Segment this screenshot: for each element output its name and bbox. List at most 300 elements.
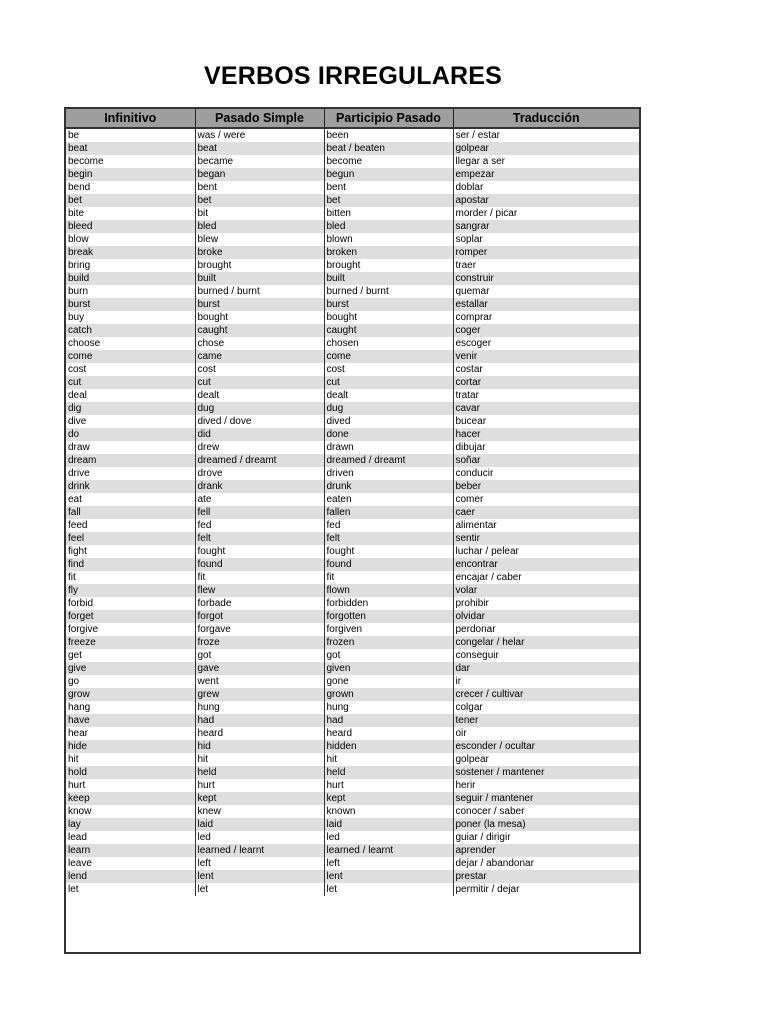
cell-infinitivo: let [66,883,195,896]
cell-infinitivo: burn [66,285,195,298]
header-traduccion: Traducción [453,109,639,128]
table-row [66,701,639,714]
cell-infinitivo: lay [66,818,195,831]
table-row [66,597,639,610]
cell-traduccion: oir [455,728,467,739]
cell-pasado-simple: froze [195,636,324,649]
cell-participio-pasado: burst [324,298,453,311]
cell-pasado-simple: fit [195,571,324,584]
cell-pasado-simple: dealt [195,389,324,402]
table-row [66,519,639,532]
table-row [66,727,639,740]
cell-infinitivo: bend [66,181,195,194]
cell-traduccion: caer [453,506,639,519]
cell-pasado-simple: burned / burnt [195,285,324,298]
cell-infinitivo: bite [66,207,195,220]
cell-pasado-simple: dreamed / dreamt [195,454,324,467]
header-infinitivo: Infinitivo [66,109,195,128]
cell-participio-pasado: chosen [324,337,453,350]
cell-infinitivo: forbid [66,597,195,610]
cell-participio-pasado: eaten [324,493,453,506]
cell-pasado-simple: was / were [195,128,324,142]
cell-infinitivo: draw [66,441,195,454]
table-row [66,467,639,480]
cell-pasado-simple: blew [195,233,324,246]
table-row [66,740,639,753]
cell-participio-pasado: come [324,350,453,363]
cell-pasado-simple: hid [195,740,324,753]
cell-participio-pasado: hit [324,753,453,766]
table-row [66,610,639,623]
table-row [66,181,639,194]
cell-traduccion: encajar / caber [455,572,522,583]
cell-traduccion: cortar [453,376,639,389]
cell-infinitivo: do [66,428,195,441]
table-row [66,337,639,350]
table-row [66,766,639,779]
table-row [66,376,639,389]
table-row [66,558,639,571]
cell-infinitivo: burst [66,298,195,311]
cell-pasado-simple: bit [195,207,324,220]
table-body [66,128,639,896]
cell-traduccion: alimentar [455,520,497,531]
page-title: VERBOS IRREGULARES [203,62,503,90]
table-row [66,324,639,337]
cell-infinitivo: blow [66,233,195,246]
cell-participio-pasado: bought [324,311,453,324]
cell-infinitivo: forgive [66,623,195,636]
table-row [66,415,639,428]
cell-infinitivo: bet [66,194,195,207]
cell-traduccion: esconder / ocultar [453,740,639,753]
cell-traduccion: colgar [455,702,483,713]
cell-traduccion: coger [453,324,639,337]
table-row [66,194,639,207]
cell-traduccion: sangrar [453,220,639,233]
cell-traduccion: doblar [455,182,484,193]
verbs-table [64,107,641,954]
cell-traduccion: volar [453,584,639,597]
cell-participio-pasado: been [324,128,453,142]
cell-traduccion: hacer [453,428,639,441]
cell-participio-pasado: dreamed / dreamt [324,454,453,467]
header-pasado-simple: Pasado Simple [195,109,324,128]
cell-traduccion: dar [453,662,639,675]
cell-traduccion: herir [455,780,476,791]
table-header-row [66,109,639,128]
table-row [66,259,639,272]
cell-traduccion: dejar / abandonar [455,858,534,869]
cell-pasado-simple: forgot [195,610,324,623]
table-row [66,870,639,883]
cell-infinitivo: break [66,246,195,259]
cell-participio-pasado: become [324,155,453,168]
cell-infinitivo: hold [66,766,195,779]
cell-participio-pasado: drunk [324,480,453,493]
cell-participio-pasado: given [324,662,453,675]
cell-participio-pasado: drawn [324,441,453,454]
cell-participio-pasado: laid [324,818,453,831]
table-row [66,272,639,285]
cell-participio-pasado: left [324,857,453,870]
cell-infinitivo: drink [66,480,195,493]
cell-participio-pasado: broken [324,246,453,259]
cell-traduccion: morder / picar [455,208,518,219]
table-row [66,571,639,584]
cell-participio-pasado: known [324,805,453,818]
cell-traduccion: conducir [455,468,494,479]
cell-pasado-simple: knew [195,805,324,818]
cell-infinitivo: forget [66,610,195,623]
cell-pasado-simple: bought [195,311,324,324]
cell-infinitivo: dive [66,415,195,428]
table-row [66,649,639,662]
table-row [66,441,639,454]
table-row [66,493,639,506]
cell-participio-pasado: begun [324,168,453,181]
cell-participio-pasado: beat / beaten [324,142,453,155]
cell-traduccion: congelar / helar [453,636,639,649]
cell-participio-pasado: grown [324,688,453,701]
cell-pasado-simple: bled [195,220,324,233]
cell-participio-pasado: gone [324,675,453,688]
cell-infinitivo: have [66,714,195,727]
cell-participio-pasado: hurt [324,779,453,792]
cell-traduccion: guiar / dirigir [455,832,511,843]
cell-pasado-simple: held [195,766,324,779]
cell-pasado-simple: drank [195,480,324,493]
table-row [66,857,639,870]
cell-traduccion: permitir / dejar [455,884,520,895]
cell-infinitivo: know [66,805,195,818]
table-row [66,298,639,311]
cell-traduccion: traer [455,260,477,271]
table-row [66,753,639,766]
cell-participio-pasado: let [324,883,453,896]
cell-pasado-simple: hit [195,753,324,766]
cell-infinitivo: fit [66,571,195,584]
cell-traduccion: prohibir [455,598,489,609]
cell-traduccion: cavar [453,402,639,415]
table-row [66,128,639,142]
cell-traduccion: dibujar [455,442,486,453]
table-row [66,545,639,558]
cell-traduccion: construir [453,272,639,285]
cell-traduccion: crecer / cultivar [453,688,639,701]
cell-pasado-simple: beat [195,142,324,155]
cell-pasado-simple: had [195,714,324,727]
cell-traduccion: tratar [455,390,479,401]
cell-pasado-simple: kept [195,792,324,805]
table-row [66,662,639,675]
cell-pasado-simple: felt [195,532,324,545]
cell-participio-pasado: bitten [324,207,453,220]
cell-pasado-simple: laid [195,818,324,831]
cell-pasado-simple: went [195,675,324,688]
table-row [66,779,639,792]
cell-pasado-simple: cut [195,376,324,389]
table-row [66,428,639,441]
cell-traduccion: golpear [453,142,639,155]
cell-pasado-simple: got [195,649,324,662]
cell-infinitivo: bring [66,259,195,272]
table-row [66,805,639,818]
header-participio-pasado: Participio Pasado [324,109,453,128]
cell-participio-pasado: built [324,272,453,285]
cell-participio-pasado: held [324,766,453,779]
cell-infinitivo: be [66,128,195,142]
cell-pasado-simple: brought [195,259,324,272]
cell-traduccion: venir [453,350,639,363]
cell-infinitivo: eat [66,493,195,506]
cell-infinitivo: lead [66,831,195,844]
cell-pasado-simple: hung [195,701,324,714]
cell-traduccion: costar [455,364,483,375]
cell-pasado-simple: fell [195,506,324,519]
table-row [66,714,639,727]
cell-infinitivo: learn [66,844,195,857]
table-row [66,831,639,844]
cell-participio-pasado: fed [324,519,453,532]
cell-infinitivo: cost [66,363,195,376]
table-row [66,168,639,181]
cell-traduccion: prestar [453,870,639,883]
cell-traduccion: soplar [455,234,483,245]
cell-traduccion: comer [455,494,484,505]
table-row [66,883,639,896]
cell-pasado-simple: fed [195,519,324,532]
cell-infinitivo: feed [66,519,195,532]
cell-traduccion: empezar [453,168,639,181]
cell-participio-pasado: brought [324,259,453,272]
cell-participio-pasado: forbidden [324,597,453,610]
cell-pasado-simple: forgave [195,623,324,636]
table-row [66,636,639,649]
cell-participio-pasado: heard [324,727,453,740]
cell-pasado-simple: began [195,168,324,181]
cell-infinitivo: build [66,272,195,285]
cell-infinitivo: grow [66,688,195,701]
cell-pasado-simple: let [195,883,324,896]
cell-pasado-simple: lent [195,870,324,883]
cell-infinitivo: find [66,558,195,571]
cell-traduccion: ser / estar [455,130,500,141]
cell-participio-pasado: bet [324,194,453,207]
cell-traduccion: escoger [455,338,492,349]
cell-traduccion: comprar [455,312,493,323]
cell-infinitivo: feel [66,532,195,545]
cell-traduccion: aprender [453,844,639,857]
table-row [66,480,639,493]
cell-participio-pasado: got [324,649,453,662]
cell-participio-pasado: driven [324,467,453,480]
cell-infinitivo: hang [66,701,195,714]
cell-pasado-simple: broke [195,246,324,259]
table-row [66,246,639,259]
cell-infinitivo: choose [66,337,195,350]
cell-infinitivo: become [66,155,195,168]
cell-infinitivo: dig [66,402,195,415]
cell-pasado-simple: fought [195,545,324,558]
cell-traduccion: olvidar [453,610,639,623]
cell-participio-pasado: bled [324,220,453,233]
cell-pasado-simple: dived / dove [195,415,324,428]
cell-infinitivo: give [66,662,195,675]
cell-participio-pasado: dealt [324,389,453,402]
cell-pasado-simple: drew [195,441,324,454]
cell-participio-pasado: fit [324,571,453,584]
cell-infinitivo: catch [66,324,195,337]
table-row [66,506,639,519]
cell-participio-pasado: learned / learnt [324,844,453,857]
table-row [66,402,639,415]
cell-participio-pasado: flown [324,584,453,597]
cell-pasado-simple: ate [195,493,324,506]
cell-traduccion: beber [453,480,639,493]
cell-infinitivo: beat [66,142,195,155]
cell-pasado-simple: hurt [195,779,324,792]
cell-traduccion: ir [455,676,462,687]
cell-participio-pasado: bent [324,181,453,194]
cell-pasado-simple: gave [195,662,324,675]
cell-pasado-simple: grew [195,688,324,701]
cell-pasado-simple: bet [195,194,324,207]
cell-traduccion: sentir [453,532,639,545]
table-row [66,532,639,545]
table-row [66,454,639,467]
cell-participio-pasado: fought [324,545,453,558]
cell-traduccion: conseguir [455,650,499,661]
table-row [66,142,639,155]
table-row [66,311,639,324]
cell-pasado-simple: drove [195,467,324,480]
cell-infinitivo: fight [66,545,195,558]
table-row [66,389,639,402]
cell-participio-pasado: found [324,558,453,571]
table-row [66,688,639,701]
cell-pasado-simple: chose [195,337,324,350]
cell-participio-pasado: felt [324,532,453,545]
table-row [66,818,639,831]
cell-participio-pasado: frozen [324,636,453,649]
cell-participio-pasado: led [324,831,453,844]
cell-traduccion: seguir / mantener [453,792,639,805]
table-row [66,844,639,857]
cell-pasado-simple: heard [195,727,324,740]
cell-participio-pasado: cost [324,363,453,376]
cell-traduccion: estallar [453,298,639,311]
cell-pasado-simple: forbade [195,597,324,610]
cell-traduccion: encontrar [453,558,639,571]
cell-participio-pasado: had [324,714,453,727]
table-row [66,285,639,298]
cell-pasado-simple: burst [195,298,324,311]
cell-participio-pasado: cut [324,376,453,389]
cell-participio-pasado: hung [324,701,453,714]
table-row [66,233,639,246]
cell-traduccion: poner (la mesa) [453,818,639,831]
cell-infinitivo: hear [66,727,195,740]
cell-traduccion: conocer / saber [455,806,525,817]
cell-pasado-simple: left [195,857,324,870]
cell-infinitivo: bleed [66,220,195,233]
table-row [66,363,639,376]
cell-traduccion: sostener / mantener [453,766,639,779]
cell-infinitivo: drive [66,467,195,480]
cell-infinitivo: keep [66,792,195,805]
cell-infinitivo: cut [66,376,195,389]
cell-infinitivo: buy [66,311,195,324]
cell-infinitivo: hit [66,753,195,766]
cell-participio-pasado: caught [324,324,453,337]
cell-participio-pasado: forgotten [324,610,453,623]
cell-pasado-simple: led [195,831,324,844]
cell-infinitivo: begin [66,168,195,181]
cell-traduccion: bucear [455,416,487,427]
table-row [66,675,639,688]
cell-pasado-simple: flew [195,584,324,597]
cell-participio-pasado: blown [324,233,453,246]
cell-participio-pasado: hidden [324,740,453,753]
cell-infinitivo: hide [66,740,195,753]
cell-traduccion: tener [453,714,639,727]
cell-infinitivo: dream [66,454,195,467]
cell-participio-pasado: lent [324,870,453,883]
cell-participio-pasado: dug [324,402,453,415]
cell-pasado-simple: became [195,155,324,168]
table-row [66,623,639,636]
cell-participio-pasado: done [324,428,453,441]
table-row [66,792,639,805]
cell-infinitivo: hurt [66,779,195,792]
table-row [66,584,639,597]
cell-infinitivo: go [66,675,195,688]
cell-traduccion: soñar [453,454,639,467]
cell-infinitivo: fly [66,584,195,597]
cell-traduccion: romper [453,246,639,259]
cell-traduccion: apostar [453,194,639,207]
cell-infinitivo: fall [66,506,195,519]
cell-infinitivo: leave [66,857,195,870]
cell-pasado-simple: caught [195,324,324,337]
cell-participio-pasado: kept [324,792,453,805]
table-row [66,350,639,363]
table-row [66,155,639,168]
cell-traduccion: quemar [455,286,490,297]
cell-infinitivo: deal [66,389,195,402]
cell-participio-pasado: fallen [324,506,453,519]
cell-pasado-simple: did [195,428,324,441]
table-row [66,207,639,220]
cell-pasado-simple: dug [195,402,324,415]
cell-infinitivo: freeze [66,636,195,649]
cell-pasado-simple: built [195,272,324,285]
cell-traduccion: golpear [455,754,489,765]
cell-pasado-simple: found [195,558,324,571]
cell-participio-pasado: dived [324,415,453,428]
cell-traduccion: llegar a ser [455,156,505,167]
table-row [66,220,639,233]
cell-infinitivo: come [66,350,195,363]
cell-pasado-simple: came [195,350,324,363]
cell-participio-pasado: burned / burnt [324,285,453,298]
cell-pasado-simple: bent [195,181,324,194]
cell-traduccion: perdonar [455,624,496,635]
cell-pasado-simple: cost [195,363,324,376]
cell-infinitivo: get [66,649,195,662]
cell-traduccion: luchar / pelear [455,546,519,557]
